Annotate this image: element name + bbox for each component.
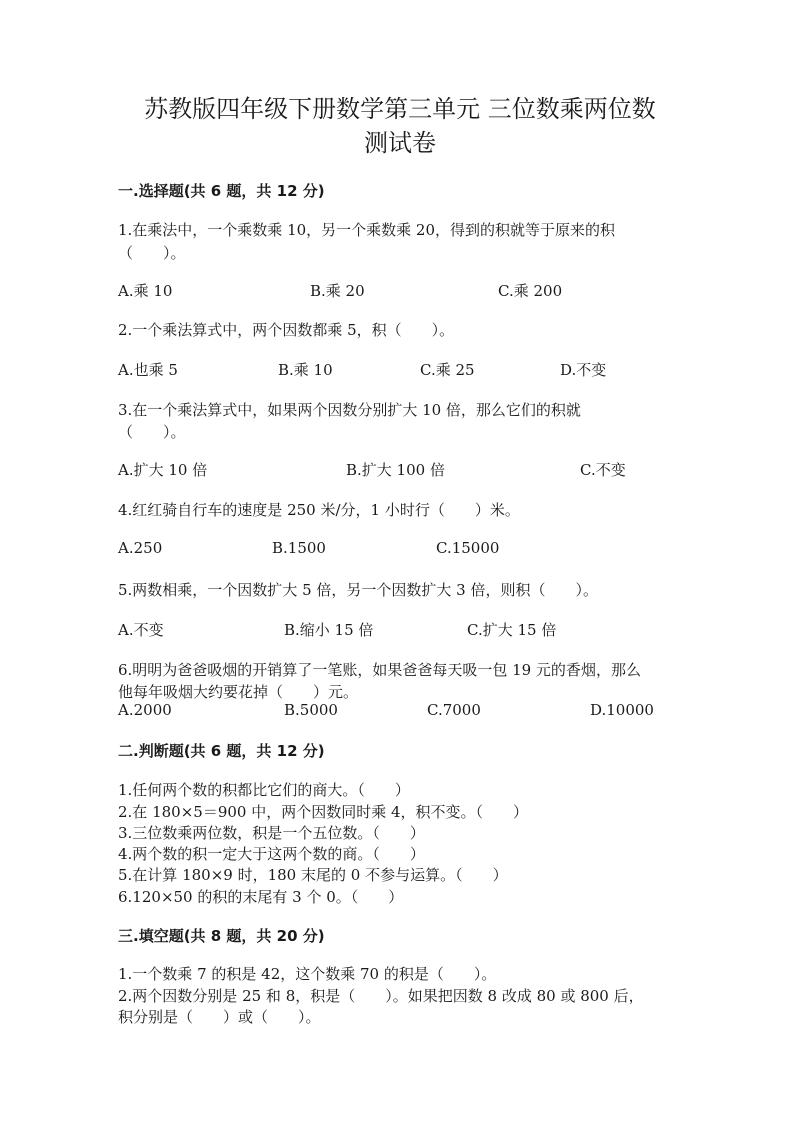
q1-option-b: B.乘 20 [310,282,365,300]
q5-text: 5.两数相乘，一个因数扩大 5 倍，另一个因数扩大 3 倍，则积（ ）。 [118,581,598,599]
q6-text-cont: 他每年吸烟大约要花掉（ ）元。 [118,683,359,701]
q4-option-c: C.15000 [436,539,500,557]
q5-option-c: C.扩大 15 倍 [467,621,557,639]
q4-option-a: A.250 [118,539,163,557]
fill-item-2: 2.两个因数分别是 25 和 8，积是（ ）。如果把因数 8 改成 80 或 800 后， [118,987,644,1005]
q6-text: 6.明明为爸爸吸烟的开销算了一笔账，如果爸爸每天吸一包 19 元的香烟，那么 [118,661,641,679]
q1-text: 1.在乘法中，一个乘数乘 10，另一个乘数乘 20，得到的积就等于原来的积 [118,221,616,239]
q3-text-cont: （ ）。 [118,423,186,441]
q1-text-cont: （ ）。 [118,244,186,262]
q5-option-b: B.缩小 15 倍 [284,621,374,639]
fill-item-2-cont: 积分别是（ ）或（ ）。 [118,1008,321,1026]
judge-item-4: 4.两个数的积一定大于这两个数的商。（ ） [118,845,425,863]
fill-item-1: 1.一个数乘 7 的积是 42，这个数乘 70 的积是（ ）。 [118,965,497,983]
q2-text: 2.一个乘法算式中，两个因数都乘 5，积（ ）。 [118,321,455,339]
judge-item-3: 3.三位数乘两位数，积是一个五位数。（ ） [118,824,425,842]
judge-item-2: 2.在 180×5＝900 中，两个因数同时乘 4，积不变。（ ） [118,803,529,821]
q2-option-d: D.不变 [560,361,607,379]
q3-option-a: A.扩大 10 倍 [118,461,208,479]
q3-text: 3.在一个乘法算式中，如果两个因数分别扩大 10 倍，那么它们的积就 [118,401,581,419]
q6-option-c: C.7000 [427,701,481,719]
section-2-heading: 二.判断题(共 6 题，共 12 分) [118,742,325,760]
section-1-heading: 一.选择题(共 6 题，共 12 分) [118,182,325,200]
q5-option-a: A.不变 [118,621,164,639]
q6-option-d: D.10000 [590,701,654,719]
q3-option-c: C.不变 [580,461,626,479]
q6-option-b: B.5000 [284,701,338,719]
q4-option-b: B.1500 [272,539,326,557]
q4-text: 4.红红骑自行车的速度是 250 米/分，1 小时行（ ）米。 [118,501,520,519]
q2-option-c: C.乘 25 [420,361,475,379]
judge-item-1: 1.任何两个数的积都比它们的商大。（ ） [118,781,410,799]
q6-option-a: A.2000 [118,701,172,719]
q2-option-b: B.乘 10 [278,361,333,379]
exam-title-line-1: 苏教版四年级下册数学第三单元 三位数乘两位数 [144,95,656,123]
section-3-heading: 三.填空题(共 8 题，共 20 分) [118,927,325,945]
q1-option-a: A.乘 10 [118,282,173,300]
q2-option-a: A.也乘 5 [118,361,178,379]
exam-title-line-2: 测试卷 [364,129,436,157]
judge-item-5: 5.在计算 180×9 时，180 末尾的 0 不参与运算。（ ） [118,866,508,884]
q1-option-c: C.乘 200 [498,282,563,300]
q3-option-b: B.扩大 100 倍 [346,461,445,479]
judge-item-6: 6.120×50 的积的末尾有 3 个 0。（ ） [118,888,404,906]
